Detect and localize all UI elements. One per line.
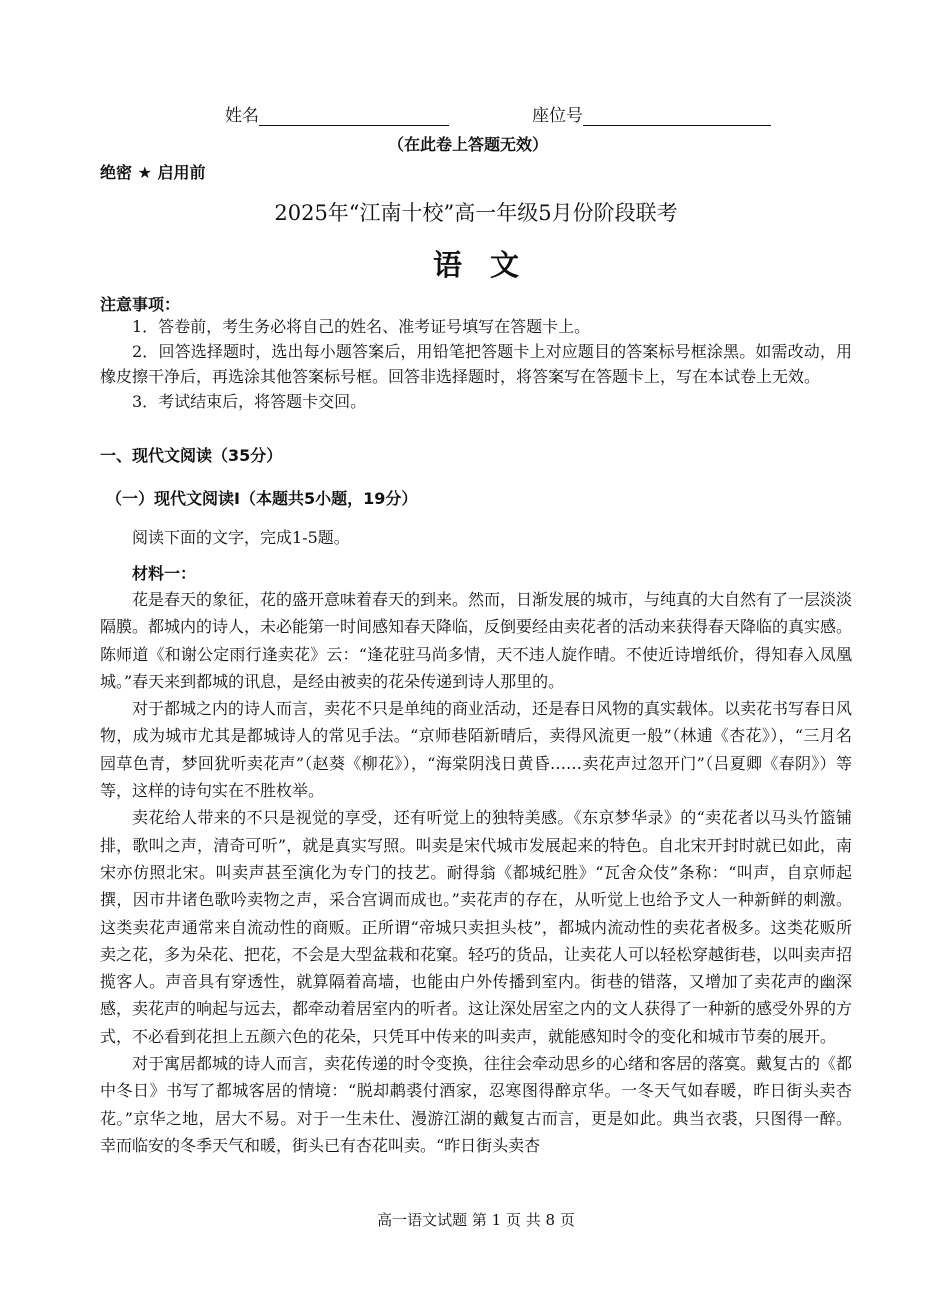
notice-item: 3．考试结束后，将答题卡交回。 <box>132 392 367 411</box>
name-field[interactable] <box>225 101 449 126</box>
seat-field[interactable] <box>532 101 771 126</box>
reading-instruction: 阅读下面的文字，完成1-5题。 <box>132 528 350 547</box>
material-text <box>100 586 852 1159</box>
paragraph: 卖花给人带来的不只是视觉的享受，还有听觉上的独特美感。《东京梦华录》的“卖花者以马头竹篮铺排，歌叫之声，清奇可听”，就是真实写照。叫卖是宋代城市发展起来的特色。自北宋开封时就已如此，南宋亦仿照北宋。叫卖声甚至演化为专门的技艺。耐得翁《都城纪胜》“瓦舍众伎”条称：“叫声，自京师起撰，因市井诸色歌吟卖物之声，采合宫调而成也。”卖花声的存在，从听觉上也给予文人一种新鲜的刺激。这类卖花声通常来自流动性的商贩。正所谓“帝城只卖担头枝”，都城内流动性的卖花者极多。这类花贩所卖之花，多为朵花、把花，不会是大型盆栽和花窠。轻巧的货品，让卖花人可以轻松穿越街巷，以叫卖声招揽客人。声音具有穿透性，就算隔着高墙，也能由户外传播到室内。街巷的错落，又增加了卖花声的幽深感，卖花声的响起与远去，都牵动着居室内的听者。这让深处居室之内的文人获得了一种新的感受外界的方式，不必看到花担上五颜六色的花朵，只凭耳中传来的叫卖声，就能感知时令的变化和城市节奏的展开。 <box>100 808 853 1046</box>
material-title: 材料一： <box>132 564 197 583</box>
name-blank-line <box>259 107 449 126</box>
notice-item: 1．答卷前，考生务必将自己的姓名、准考证号填写在答题卡上。 <box>132 317 591 336</box>
subsection-heading: （一）现代文阅读I（本题共5小题，19分） <box>106 489 418 508</box>
seat-blank-line <box>583 107 771 126</box>
invalid-note: （在此卷上答题无效） <box>388 135 549 154</box>
page-footer: 高一语文试题 第 1 页 共 8 页 <box>377 1211 575 1229</box>
section-heading: 一、现代文阅读（35分） <box>100 446 283 465</box>
header-fields <box>225 101 785 126</box>
paragraph: 花是春天的象征，花的盛开意味着春天的到来。然而，日渐发展的城市，与纯真的大自然有了一层淡淡隔膜。都城内的诗人，未必能第一时间感知春天降临，反倒要经由卖花者的活动来获得春天降临的真实感。陈师道《和谢公定雨行逢卖花》云：“逢花驻马尚多情，天不违人旋作晴。不使近诗增纸价，得知春入凤凰城。”春天来到都城的讯息，是经由被卖的花朵传递到诗人那里的。 <box>100 590 853 691</box>
notice-title: 注意事项： <box>100 295 181 314</box>
subject-title: 语文 <box>432 248 547 282</box>
name-label: 姓名 <box>225 106 259 126</box>
paragraph: 对于都城之内的诗人而言，卖花不只是单纯的商业活动，还是春日风物的真实载体。以卖花书写春日风物，成为城市尤其是都城诗人的常见手法。“京师巷陌新晴后，卖得风流更一般”（林逋《杏花》），“三月名园草色青，梦回犹听卖花声”（赵葵《柳花》），“海棠阴浅日黄昏……卖花声过忽开门”（吕夏卿《春阴》）等等，这样的诗句实在不胜枚举。 <box>100 699 853 801</box>
notice-item: 2．回答选择题时，选出每小题答案后，用铅笔把答题卡上对应题目的答案标号框涂黑。如需改动，用橡皮擦干净后，再选涂其他答案标号框。回答非选择题时，将答案写在答题卡上，写在本试卷上无效。 <box>100 342 852 386</box>
paragraph: 对于寓居都城的诗人而言，卖花传递的时令变换，往往会牵动思乡的心绪和客居的落寞。戴复古的《都中冬日》书写了都城客居的情境：“脱却鹔裘付酒家，忍寒图得醉京华。一冬天气如春暖，昨日街头卖杏花。”京华之地，居大不易。对于一生未仕、漫游江湖的戴复古而言，更是如此。典当衣裘，只图得一醉。幸而临安的冬季天气和暖，街头已有杏花叫卖。“昨日街头卖杏 <box>100 1054 853 1155</box>
seat-label: 座位号 <box>532 106 583 126</box>
secret-label: 绝密 ★ 启用前 <box>100 163 206 182</box>
notice-list <box>100 314 852 414</box>
exam-title: 2025年“江南十校”高一年级5月份阶段联考 <box>274 201 678 225</box>
